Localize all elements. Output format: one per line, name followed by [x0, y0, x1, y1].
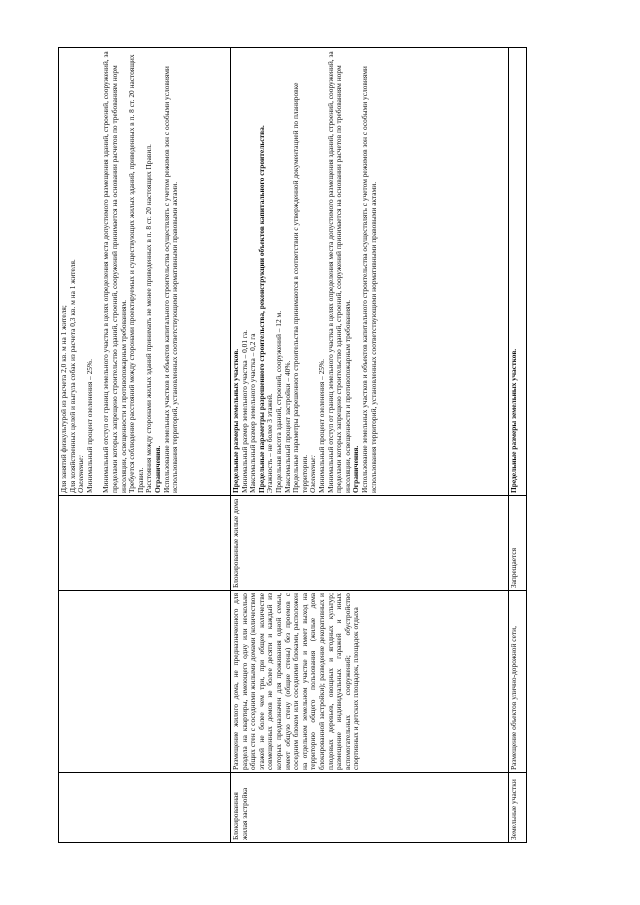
use-description-cell: Размещение жилого дома, не предназначенного для раздела на квартиры, имеющего одну или несколько общих стен с соседними жилыми домами (количеством этажей не более чем три, при общем количестве совмещенных домов не более десяти и каждый из которых предназначен для проживания одной семьи, имеет общую стену (общие стены) без проемов с соседним блоком или соседними блоками, расположен на отдельном земельном участке и имеет выход на территорию общего пользования (жилые дома блокированной застройки); разведение декоративных и плодовых деревьев, овощных и ягодных культур; размещение индивидуальных гаражей и иных вспомогательных сооружений; обустройство спортивных и детских площадок, площадок отдыха — [231, 591, 509, 773]
paragraph: Минимальный отступ от границ земельного участка в целях определения места допустимого размещения зданий, строений, сооружений, за пределами которых запрещено строительство зданий, строений, сооружений принимается на основании расчетов по требованиям норм инсоляции, освещенности и противопожарным требованиям. — [325, 51, 352, 493]
paragraph: Ограничения. — [351, 445, 361, 493]
object-type-cell: Блокированные жилые дома — [231, 496, 509, 591]
paragraph: Озеленение: — [76, 454, 86, 493]
paragraph: Использование земельных участков и объектов капитального строительства осуществлять с учетом режимов зон с особыми условиями использования территорий, установленных соответствующими нормативными правовыми актами. — [359, 66, 378, 493]
table-row — [59, 48, 231, 843]
paragraph: Предельные параметры разрешенного строительства, реконструкции объектов капитального строительства. — [256, 125, 266, 493]
table-row — [231, 48, 509, 843]
zone-name-cell — [59, 773, 231, 843]
paragraph: Ограничения. — [152, 445, 162, 493]
parameters-cell — [509, 48, 527, 496]
zone-name-cell: Земельные участки — [509, 773, 527, 843]
parameters-cell — [231, 48, 509, 496]
paragraph: Для хозяйственных целей и выгула собак из расчета 0,3 кв. м на 1 жителя. — [67, 259, 77, 493]
zone-name-cell: Блокированная жилая застройка — [231, 773, 509, 843]
use-description-cell — [59, 591, 231, 773]
zoning-table — [58, 47, 527, 843]
object-type-cell — [59, 496, 231, 591]
paragraph: Максимальный размер земельного участка – 0,2 га — [248, 333, 258, 493]
rotated-page — [58, 48, 545, 843]
paragraph: Минимальный процент озеленения – 25%. — [84, 359, 94, 493]
table-row — [509, 48, 527, 843]
paragraph: Этажность – не более 3 этажей. — [265, 393, 275, 493]
parameters-cell — [59, 48, 231, 496]
paragraph: Предельные размеры земельных участков. — [509, 348, 518, 493]
paragraph: Предельные параметры разрешенного строительства принимаются в соответствии с утвержденной документацией по планировке территории. — [291, 82, 309, 493]
paragraph: Использование земельных участков и объектов капитального строительства осуществлять с учетом режимов зон с особыми условиями использования территорий, установленных соответствующими нормативными правовыми актами. — [161, 66, 180, 493]
use-description-cell: Размещение объектов улично-дорожной сети, — [509, 591, 527, 773]
paragraph: Предельная высота зданий, строений, сооружений – 12 м. — [273, 310, 283, 493]
paragraph: Требуется соблюдение расстояний между сторонами проектируемых и существующих жилых зданий, приведенных в п. 8 ст. 20 настоящих Правил. — [127, 54, 145, 493]
paragraph: Расстояния между сторонами жилых зданий принимать не менее приведенных в п. 8 ст. 20 настоящих Правил. — [144, 144, 154, 493]
paragraph: Максимальный процент застройки – 40%. — [282, 360, 292, 493]
paragraph: Минимальный отступ от границ земельного участка в целях определения места допустимого размещения зданий, строений, сооружений, за пределами которых запрещено строительство зданий, строений, сооружений принимается на основании расчетов по требованиям норм инсоляции, освещенности и противопожарным требованиям. — [101, 51, 128, 493]
paragraph: Предельные размеры земельных участков. — [231, 348, 240, 493]
paragraph: Минимальный размер земельного участка – 0,01 га. — [239, 329, 249, 493]
paragraph: Для занятий физкультурой из расчета 2,0 кв. м на 1 жителя; — [59, 305, 68, 493]
object-type-cell: Запрещается — [509, 496, 527, 591]
paragraph: Озеленение: — [308, 454, 318, 493]
paragraph: Минимальный процент озеленения – 25%. — [316, 359, 326, 493]
